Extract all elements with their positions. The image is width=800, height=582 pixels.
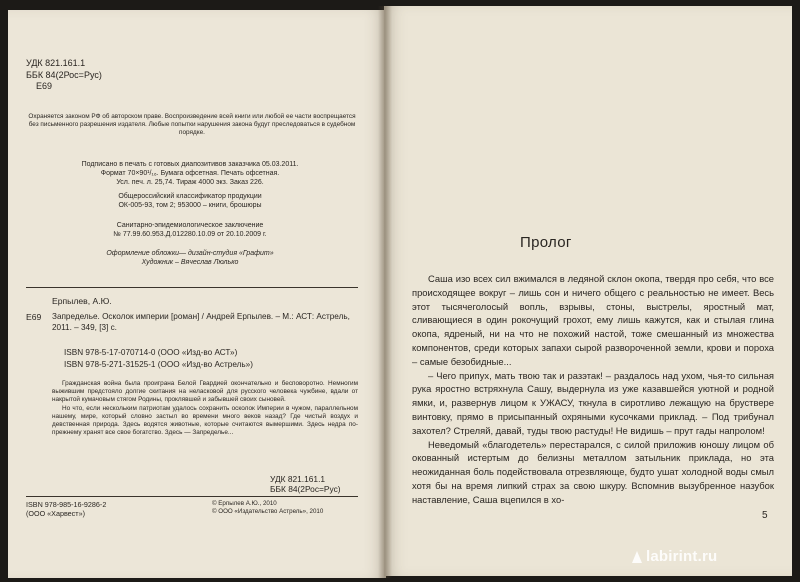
divider — [26, 496, 358, 497]
isbn-foot — [26, 500, 106, 518]
udk-code: УДК 821.161.1 — [270, 474, 326, 484]
design-line: Художник – Вячеслав Люлько — [141, 259, 239, 266]
catalog-code: Е69 — [36, 81, 53, 91]
labirint-logo-icon — [632, 551, 642, 563]
annotation-paragraph: Но что, если нескольким патриотам удалось сохранить осколок Империи в чужом, параллельном нашему, мире, который словно застыл во времени много веков назад? Где чистый воздух и девственная природа. Здесь водятся животные, которые считаются вымершими. Здесь недра по-прежнему хранят все свое богатство. Здесь — Запределье... — [52, 404, 358, 437]
body-paragraph: – Чего припух, мать твою так и разэтак! – раздалось над ухом, чья-то сильная рука яростно встряхнула Сашу, выдернула из уже казавшейся уютной и родной ямки, и, развернув лицом к УЖАСУ, ткнула в сиротливо лежащую на бруствере винтовку, прямо в присыпанный охряными кусочками приклад. – Под трибунал захотел? Стреляй, давай, туды твою растуды! Не видишь – прут гады напролом! — [412, 369, 774, 436]
isbn-line: ISBN 978-5-271-31525-1 (ООО «Изд-во Астрель») — [64, 360, 253, 369]
print-info-line: Подписано в печать с готовых диапозитивов заказчика 05.03.2011. — [81, 161, 299, 168]
chapter-body — [412, 272, 774, 507]
sanitary-info — [60, 221, 320, 239]
catalog-letter: Е69 — [26, 312, 42, 322]
page-number: 5 — [762, 510, 768, 521]
watermark-text: labirint.ru — [646, 548, 718, 565]
annotation — [52, 380, 358, 437]
isbn-block — [64, 347, 253, 371]
udk-header — [26, 58, 102, 93]
body-paragraph: Саша изо всех сил вжимался в ледяной склон окопа, твердя про себя, что все происходящее вокруг – лишь сон и ничего общего с реальностью не имеет. Весь этот тысячеголосый вопль, взрывы, стоны, выстрелы, яростный мат, сливающиеся в один рокочущий грохот, ему лишь кажутся, как и стылая глина окопа, ядреный, ни на что не похожий настой, тоже смешанный из множества компонентов, среди которых запахи сырой развороченной земли, крови и пороха – самые безобидные... — [412, 273, 774, 367]
classifier-info — [60, 192, 320, 210]
isbn-line: ISBN 978-5-17-070714-0 (ООО «Изд-во АСТ») — [64, 348, 238, 357]
sanitary-line: Санитарно-эпидемиологическое заключение — [116, 222, 264, 229]
print-info-line: Усл. печ. л. 25,74. Тираж 4000 экз. Заказ 226. — [116, 179, 264, 186]
design-info — [60, 249, 320, 267]
body-paragraph: Неведомый «благодетель» перестарался, с силой приложив юношу лицом об окованный истертым до белизны металлом затыльник приклада, но эта неожиданная боль подействовала отрезвляюще, будто ушат холодной воды смыл хотя бы на время липкий страх за свою шкуру. Вспомнив вызубренное назубок наставление, Саша вцепился в хо- — [412, 438, 774, 505]
publisher-line: (ООО «Харвест») — [26, 509, 85, 518]
copyright-line: © ООО «Издательство Астрель», 2010 — [212, 508, 324, 516]
chapter-title: Пролог — [520, 234, 572, 251]
print-info — [60, 160, 320, 187]
design-line: Оформление обложки— дизайн-студия «Графит» — [106, 250, 274, 257]
copyright-foot — [212, 500, 323, 516]
copyright-note: Охраняется законом РФ об авторском праве. Воспроизведение всей книги или любой ее части воспрещается без письменного разрешения издателя. Любые попытки нарушения закона будут преследоваться в судебном порядке. — [28, 113, 356, 137]
sanitary-line: № 77.99.60.953.Д.012280.10.09 от 20.10.2009 г. — [113, 231, 267, 238]
copyright-line: © Ерпылев А.Ю., 2010 — [212, 500, 277, 507]
annotation-paragraph: Гражданская война была проиграна Белой Гвардией окончательно и бесповоротно. Немногим выжившим предстояло долгие скитания на нелaсковой для русского человека чужбине, вдали от накрытой кумачовым стягом Родины, проклявшей и забывшей своих сыновей. — [52, 380, 358, 404]
bibliographic-record: Запределье. Осколок империи [роман] / Андрей Ерпылев. – М.: АСТ: Астрель, 2011. – 349, [3] с. — [52, 312, 350, 332]
watermark — [632, 548, 717, 565]
isbn-line: ISBN 978-985-16-9286-2 — [26, 500, 107, 509]
book-spine — [378, 6, 392, 578]
author-name: Ерпылев, А.Ю. — [52, 296, 112, 306]
classifier-line: ОК-005-93, том 2; 953000 – книги, брошюры — [118, 202, 262, 209]
divider — [26, 287, 358, 288]
print-info-line: Формат 70×90¹/₁₆. Бумага офсетная. Печать офсетная. — [100, 170, 280, 177]
classifier-line: Общероссийский классификатор продукции — [118, 193, 262, 200]
udk-code: УДК 821.161.1 — [26, 58, 86, 68]
bbk-code: ББК 84(2Рос=Рус) — [270, 484, 341, 495]
bbk-code: ББК 84(2Рос=Рус) — [26, 69, 102, 80]
udk-bottom — [270, 474, 341, 495]
